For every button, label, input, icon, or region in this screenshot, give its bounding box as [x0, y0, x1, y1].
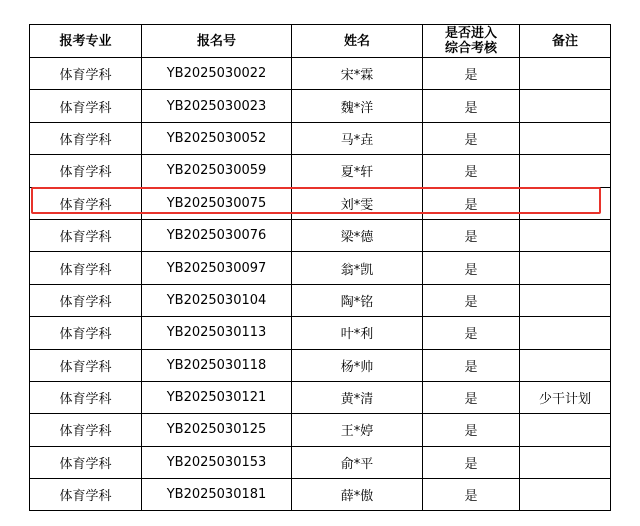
cell-note	[520, 479, 611, 511]
cell-note	[520, 58, 611, 90]
cell-name: 马*垚	[292, 122, 423, 154]
cell-name: 杨*帅	[292, 349, 423, 381]
table-row	[30, 414, 611, 446]
cell-note	[520, 122, 611, 154]
cell-name: 翁*凯	[292, 252, 423, 284]
header-advance-line2: 综合考核	[444, 41, 497, 56]
cell-note	[520, 284, 611, 316]
cell-major: 体育学科	[30, 187, 142, 219]
header-advance	[423, 25, 520, 58]
cell-advance: 是	[423, 414, 520, 446]
cell-advance: 是	[423, 446, 520, 478]
cell-registration-id: YB2025030052	[142, 122, 292, 154]
cell-note	[520, 349, 611, 381]
cell-advance: 是	[423, 155, 520, 187]
cell-major: 体育学科	[30, 414, 142, 446]
cell-registration-id: YB2025030075	[142, 187, 292, 219]
cell-registration-id: YB2025030125	[142, 414, 292, 446]
cell-advance: 是	[423, 284, 520, 316]
cell-major: 体育学科	[30, 252, 142, 284]
table-row	[30, 479, 611, 511]
cell-note	[520, 414, 611, 446]
cell-name: 俞*平	[292, 446, 423, 478]
header-registration-id: 报名号	[142, 25, 292, 58]
table-row	[30, 90, 611, 122]
cell-advance: 是	[423, 122, 520, 154]
table-row	[30, 317, 611, 349]
cell-major: 体育学科	[30, 349, 142, 381]
cell-advance: 是	[423, 58, 520, 90]
cell-name: 薛*傲	[292, 479, 423, 511]
cell-advance: 是	[423, 252, 520, 284]
cell-major: 体育学科	[30, 122, 142, 154]
cell-registration-id: YB2025030181	[142, 479, 292, 511]
cell-advance: 是	[423, 317, 520, 349]
table-row	[30, 122, 611, 154]
cell-note	[520, 187, 611, 219]
header-major: 报考专业	[30, 25, 142, 58]
cell-note	[520, 219, 611, 251]
cell-major: 体育学科	[30, 58, 142, 90]
table-row	[30, 446, 611, 478]
cell-advance: 是	[423, 187, 520, 219]
cell-advance: 是	[423, 90, 520, 122]
header-note: 备注	[520, 25, 611, 58]
cell-note	[520, 317, 611, 349]
cell-name: 梁*德	[292, 219, 423, 251]
cell-major: 体育学科	[30, 381, 142, 413]
table-row	[30, 381, 611, 413]
cell-registration-id: YB2025030076	[142, 219, 292, 251]
cell-note: 少干计划	[520, 381, 611, 413]
cell-name: 刘*雯	[292, 187, 423, 219]
cell-note	[520, 155, 611, 187]
cell-advance: 是	[423, 381, 520, 413]
cell-major: 体育学科	[30, 317, 142, 349]
table-row	[30, 155, 611, 187]
cell-registration-id: YB2025030153	[142, 446, 292, 478]
cell-registration-id: YB2025030104	[142, 284, 292, 316]
cell-name: 陶*铭	[292, 284, 423, 316]
table-row	[30, 58, 611, 90]
cell-name: 宋*霖	[292, 58, 423, 90]
table-row	[30, 349, 611, 381]
cell-name: 黄*清	[292, 381, 423, 413]
header-name: 姓名	[292, 25, 423, 58]
table-row	[30, 284, 611, 316]
table-header-row	[30, 25, 611, 58]
cell-major: 体育学科	[30, 90, 142, 122]
cell-registration-id: YB2025030023	[142, 90, 292, 122]
cell-major: 体育学科	[30, 479, 142, 511]
cell-note	[520, 252, 611, 284]
cell-advance: 是	[423, 479, 520, 511]
cell-registration-id: YB2025030121	[142, 381, 292, 413]
header-advance-line1: 是否进入	[444, 26, 497, 41]
cell-major: 体育学科	[30, 219, 142, 251]
cell-registration-id: YB2025030118	[142, 349, 292, 381]
table-row	[30, 187, 611, 219]
cell-name: 叶*利	[292, 317, 423, 349]
cell-registration-id: YB2025030059	[142, 155, 292, 187]
cell-major: 体育学科	[30, 446, 142, 478]
cell-name: 魏*洋	[292, 90, 423, 122]
results-table	[29, 24, 611, 511]
cell-registration-id: YB2025030022	[142, 58, 292, 90]
cell-note	[520, 446, 611, 478]
cell-registration-id: YB2025030097	[142, 252, 292, 284]
cell-advance: 是	[423, 219, 520, 251]
cell-name: 夏*轩	[292, 155, 423, 187]
cell-major: 体育学科	[30, 155, 142, 187]
table-row	[30, 252, 611, 284]
cell-major: 体育学科	[30, 284, 142, 316]
table-row	[30, 219, 611, 251]
cell-note	[520, 90, 611, 122]
cell-name: 王*婷	[292, 414, 423, 446]
cell-registration-id: YB2025030113	[142, 317, 292, 349]
cell-advance: 是	[423, 349, 520, 381]
